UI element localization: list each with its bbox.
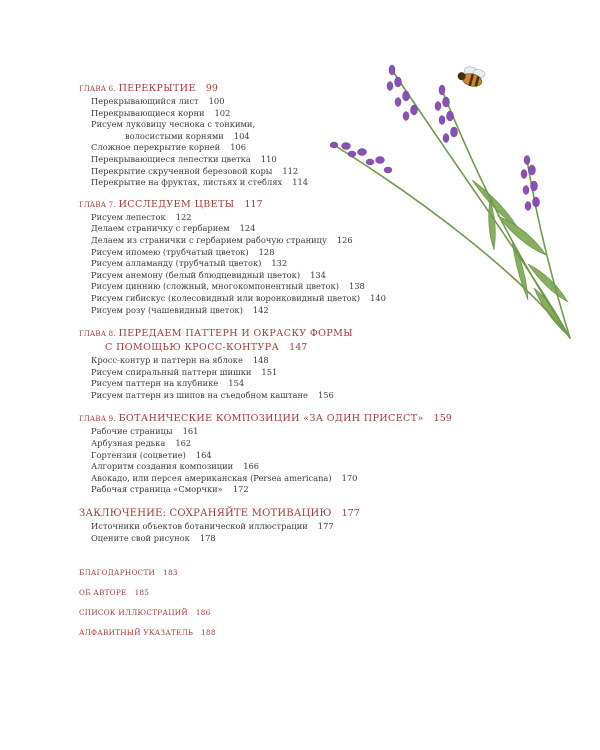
toc-entry[interactable] <box>91 355 499 367</box>
back-matter-page: 188 <box>201 628 216 638</box>
toc-entry-title: Делаем страничку с гербарием <box>91 223 230 234</box>
toc-entry-page: 177 <box>317 521 334 532</box>
conclusion <box>79 507 499 544</box>
toc-entry-title: Рисуем луковицу чеснока с тонкими, <box>91 119 256 130</box>
back-matter-page: 185 <box>134 588 150 598</box>
toc-entry-page: 106 <box>230 142 247 153</box>
flower-bud <box>443 134 449 143</box>
toc-entry-title: Перекрытие на фруктах, листьях и стеблях <box>91 177 283 188</box>
toc-entry-page: 164 <box>195 449 212 460</box>
conclusion-page-number: 177 <box>341 508 360 520</box>
back-matter-entry[interactable] <box>79 568 499 578</box>
chapter-page-number: 147 <box>289 342 308 354</box>
flower-bud <box>403 91 410 101</box>
back-matter-title: АЛФАВИТНЫЙ УКАЗАТЕЛЬ <box>79 628 194 638</box>
toc-entry-title-continued: волосистыми корнями <box>125 130 224 141</box>
flower-bud <box>521 170 527 179</box>
toc-entry-title: Рисуем паттерн из шипов на съедобном каштане <box>91 389 308 400</box>
toc-entry-page: 102 <box>214 107 231 118</box>
back-matter-entry[interactable] <box>79 608 499 618</box>
toc-entry-page: 161 <box>182 426 199 437</box>
toc-entry-page: 172 <box>232 484 249 495</box>
lavender-illustration <box>322 50 592 350</box>
chapter-page-number: 159 <box>433 413 452 425</box>
flower-bud <box>451 127 458 137</box>
toc-entry-title: Рисуем розу (чашевидный цветок) <box>91 304 243 315</box>
toc-entry-page: 140 <box>370 292 386 303</box>
toc-entry-title: Перекрывающийся лист <box>91 96 199 106</box>
toc-entry-title: Алгоритм создания композиции <box>91 461 234 472</box>
flower-bud <box>330 142 338 148</box>
flower-bud <box>342 143 351 150</box>
toc-entry-title: Рисуем паттерн на клубнике <box>91 378 219 389</box>
leaf <box>528 264 568 302</box>
flower-bud <box>447 111 454 121</box>
toc-entry-page: 151 <box>261 366 278 377</box>
back-matter-title: БЛАГОДАРНОСТИ <box>79 568 156 578</box>
toc-entry-page: 154 <box>228 378 245 389</box>
toc-entry-title: Перекрытие скрученной березовой коры <box>91 165 273 176</box>
back-matter-page: 186 <box>195 608 211 618</box>
toc-entry-page: 134 <box>310 269 326 280</box>
toc-entry[interactable] <box>91 367 499 379</box>
toc-entry-page: 132 <box>271 258 288 269</box>
chapter-title: ПЕРЕКРЫТИЕ <box>118 83 196 94</box>
flower-bud <box>439 85 445 95</box>
flower-bud <box>435 102 441 111</box>
chapter-9 <box>79 412 499 496</box>
toc-entry[interactable] <box>91 473 499 485</box>
chapter-label: ГЛАВА 7. <box>79 200 116 209</box>
flower-bud <box>533 197 540 207</box>
toc-entry[interactable] <box>91 533 499 545</box>
chapter-label: ГЛАВА 9. <box>79 415 116 424</box>
flower-bud <box>358 149 367 156</box>
toc-entry-title: Рабочая страница «Сморчки» <box>91 484 223 495</box>
flower-bud <box>395 77 402 87</box>
toc-entry-title: Рисуем спиральный паттерн шишки <box>91 366 252 377</box>
chapter-items <box>79 355 499 401</box>
toc-entry-page: 110 <box>260 153 277 164</box>
toc-entry-title: Делаем из странички с гербарием рабочую страницу <box>91 234 327 245</box>
chapter-page-number: 117 <box>244 198 263 210</box>
toc-entry-page: 124 <box>239 223 256 234</box>
toc-entry[interactable] <box>91 390 499 402</box>
flower-bud <box>384 167 392 173</box>
chapter-label: ГЛАВА 6. <box>79 85 116 93</box>
toc-entry-title: Сложное перекрытие корней <box>91 142 221 153</box>
toc-entry-page: 156 <box>317 389 334 400</box>
conclusion-title: ЗАКЛЮЧЕНИЕ: СОХРАНЯЙТЕ МОТИВАЦИЮ <box>79 508 332 520</box>
toc-entry-title: Перекрывающиеся лепестки цветка <box>91 153 251 164</box>
toc-entry-page: 178 <box>199 532 216 543</box>
lavender-flowers <box>330 65 540 211</box>
toc-entry[interactable] <box>91 461 499 473</box>
toc-entry-page: 138 <box>348 281 365 292</box>
back-matter-title: ОБ АВТОРЕ <box>79 588 127 598</box>
flower-bud <box>525 202 531 211</box>
toc-entry-page: 104 <box>233 130 250 141</box>
toc-entry-title: Перекрывающиеся корни <box>91 107 205 118</box>
toc-entry-title: Источники объектов ботанической иллюстрации <box>91 521 308 532</box>
flower-bud <box>395 98 401 107</box>
toc-entry[interactable] <box>91 426 499 438</box>
toc-entry-title: Рисуем циннию (сложный, многокомпонентный цветок) <box>91 281 339 292</box>
flower-bud <box>524 156 530 165</box>
chapter-title-continued: С ПОМОЩЬЮ КРОСС-КОНТУРА <box>105 342 280 354</box>
toc-entry-page: 122 <box>175 211 192 222</box>
toc-entry-title: Авокадо, или персея американская (Persea americana) <box>91 472 332 483</box>
flower-bud <box>531 181 538 191</box>
toc-entry-title: Рисуем гибискус (колесовидный или воронковидный цветок) <box>91 292 361 303</box>
toc-entry[interactable] <box>91 438 499 450</box>
flower-bud <box>403 112 409 121</box>
back-matter-entry[interactable] <box>79 588 499 598</box>
toc-entry-title: Арбузная редька <box>91 438 166 449</box>
toc-entry-page: 100 <box>208 96 225 106</box>
toc-entry-title: Гортензия (соцветие) <box>91 449 186 460</box>
flower-bud <box>366 159 374 165</box>
toc-entry-title: Рисуем ипомею (трубчатый цветок) <box>91 246 249 257</box>
toc-entry-page: 148 <box>252 355 269 366</box>
back-matter-entry[interactable] <box>79 628 499 638</box>
flower-bud <box>439 116 445 125</box>
back-matter-page: 183 <box>163 568 178 578</box>
flower-bud <box>411 105 418 115</box>
toc-entry[interactable] <box>91 378 499 390</box>
chapter-title: ПЕРЕДАЕМ ПАТТЕРН И ОКРАСКУ ФОРМЫ <box>118 328 354 340</box>
toc-entry-title: Рисуем алламанду (трубчатый цветок) <box>91 258 262 269</box>
chapter-items <box>79 426 499 496</box>
toc-entry[interactable] <box>91 450 499 462</box>
toc-entry-page: 166 <box>243 461 260 472</box>
toc-entry-page: 142 <box>252 304 269 315</box>
chapter-title: БОТАНИЧЕСКИЕ КОМПОЗИЦИИ «ЗА ОДИН ПРИСЕСТ» <box>118 413 424 425</box>
toc-entry-page: 170 <box>341 472 358 483</box>
toc-entry-page: 114 <box>292 177 309 188</box>
toc-entry[interactable] <box>91 484 499 496</box>
toc-entry-title: Оцените свой рисунок <box>91 532 190 543</box>
toc-entry-page: 112 <box>282 165 299 176</box>
chapter-title: ИССЛЕДУЕМ ЦВЕТЫ <box>118 198 235 210</box>
flower-bud <box>376 157 385 164</box>
conclusion-items <box>79 521 499 544</box>
bee-icon <box>456 64 486 89</box>
flower-bud <box>443 97 450 107</box>
toc-entry-page: 162 <box>175 438 192 449</box>
flower-bud <box>348 151 356 157</box>
chapter-label: ГЛАВА 8. <box>79 330 116 339</box>
toc-entry-title: Кросс-контур и паттерн на яблоке <box>91 355 243 366</box>
flower-bud <box>387 82 393 91</box>
toc-entry-title: Рабочие страницы <box>91 426 173 437</box>
toc-entry-page: 126 <box>336 234 353 245</box>
back-matter <box>79 568 499 638</box>
flower-bud <box>529 165 536 175</box>
conclusion-heading[interactable] <box>79 507 499 521</box>
toc-entry[interactable] <box>91 521 499 533</box>
back-matter-title: СПИСОК ИЛЛЮСТРАЦИЙ <box>79 608 188 618</box>
flower-bud <box>523 186 529 195</box>
flower-bud <box>389 65 395 75</box>
toc-entry-title: Рисуем лепесток <box>91 211 166 222</box>
toc-entry-page: 128 <box>258 246 275 257</box>
chapter-page-number: 99 <box>205 83 218 94</box>
chapter-heading[interactable] <box>79 412 499 426</box>
toc-entry-title: Рисуем анемону (белый блюдцевидный цветок) <box>91 269 301 280</box>
